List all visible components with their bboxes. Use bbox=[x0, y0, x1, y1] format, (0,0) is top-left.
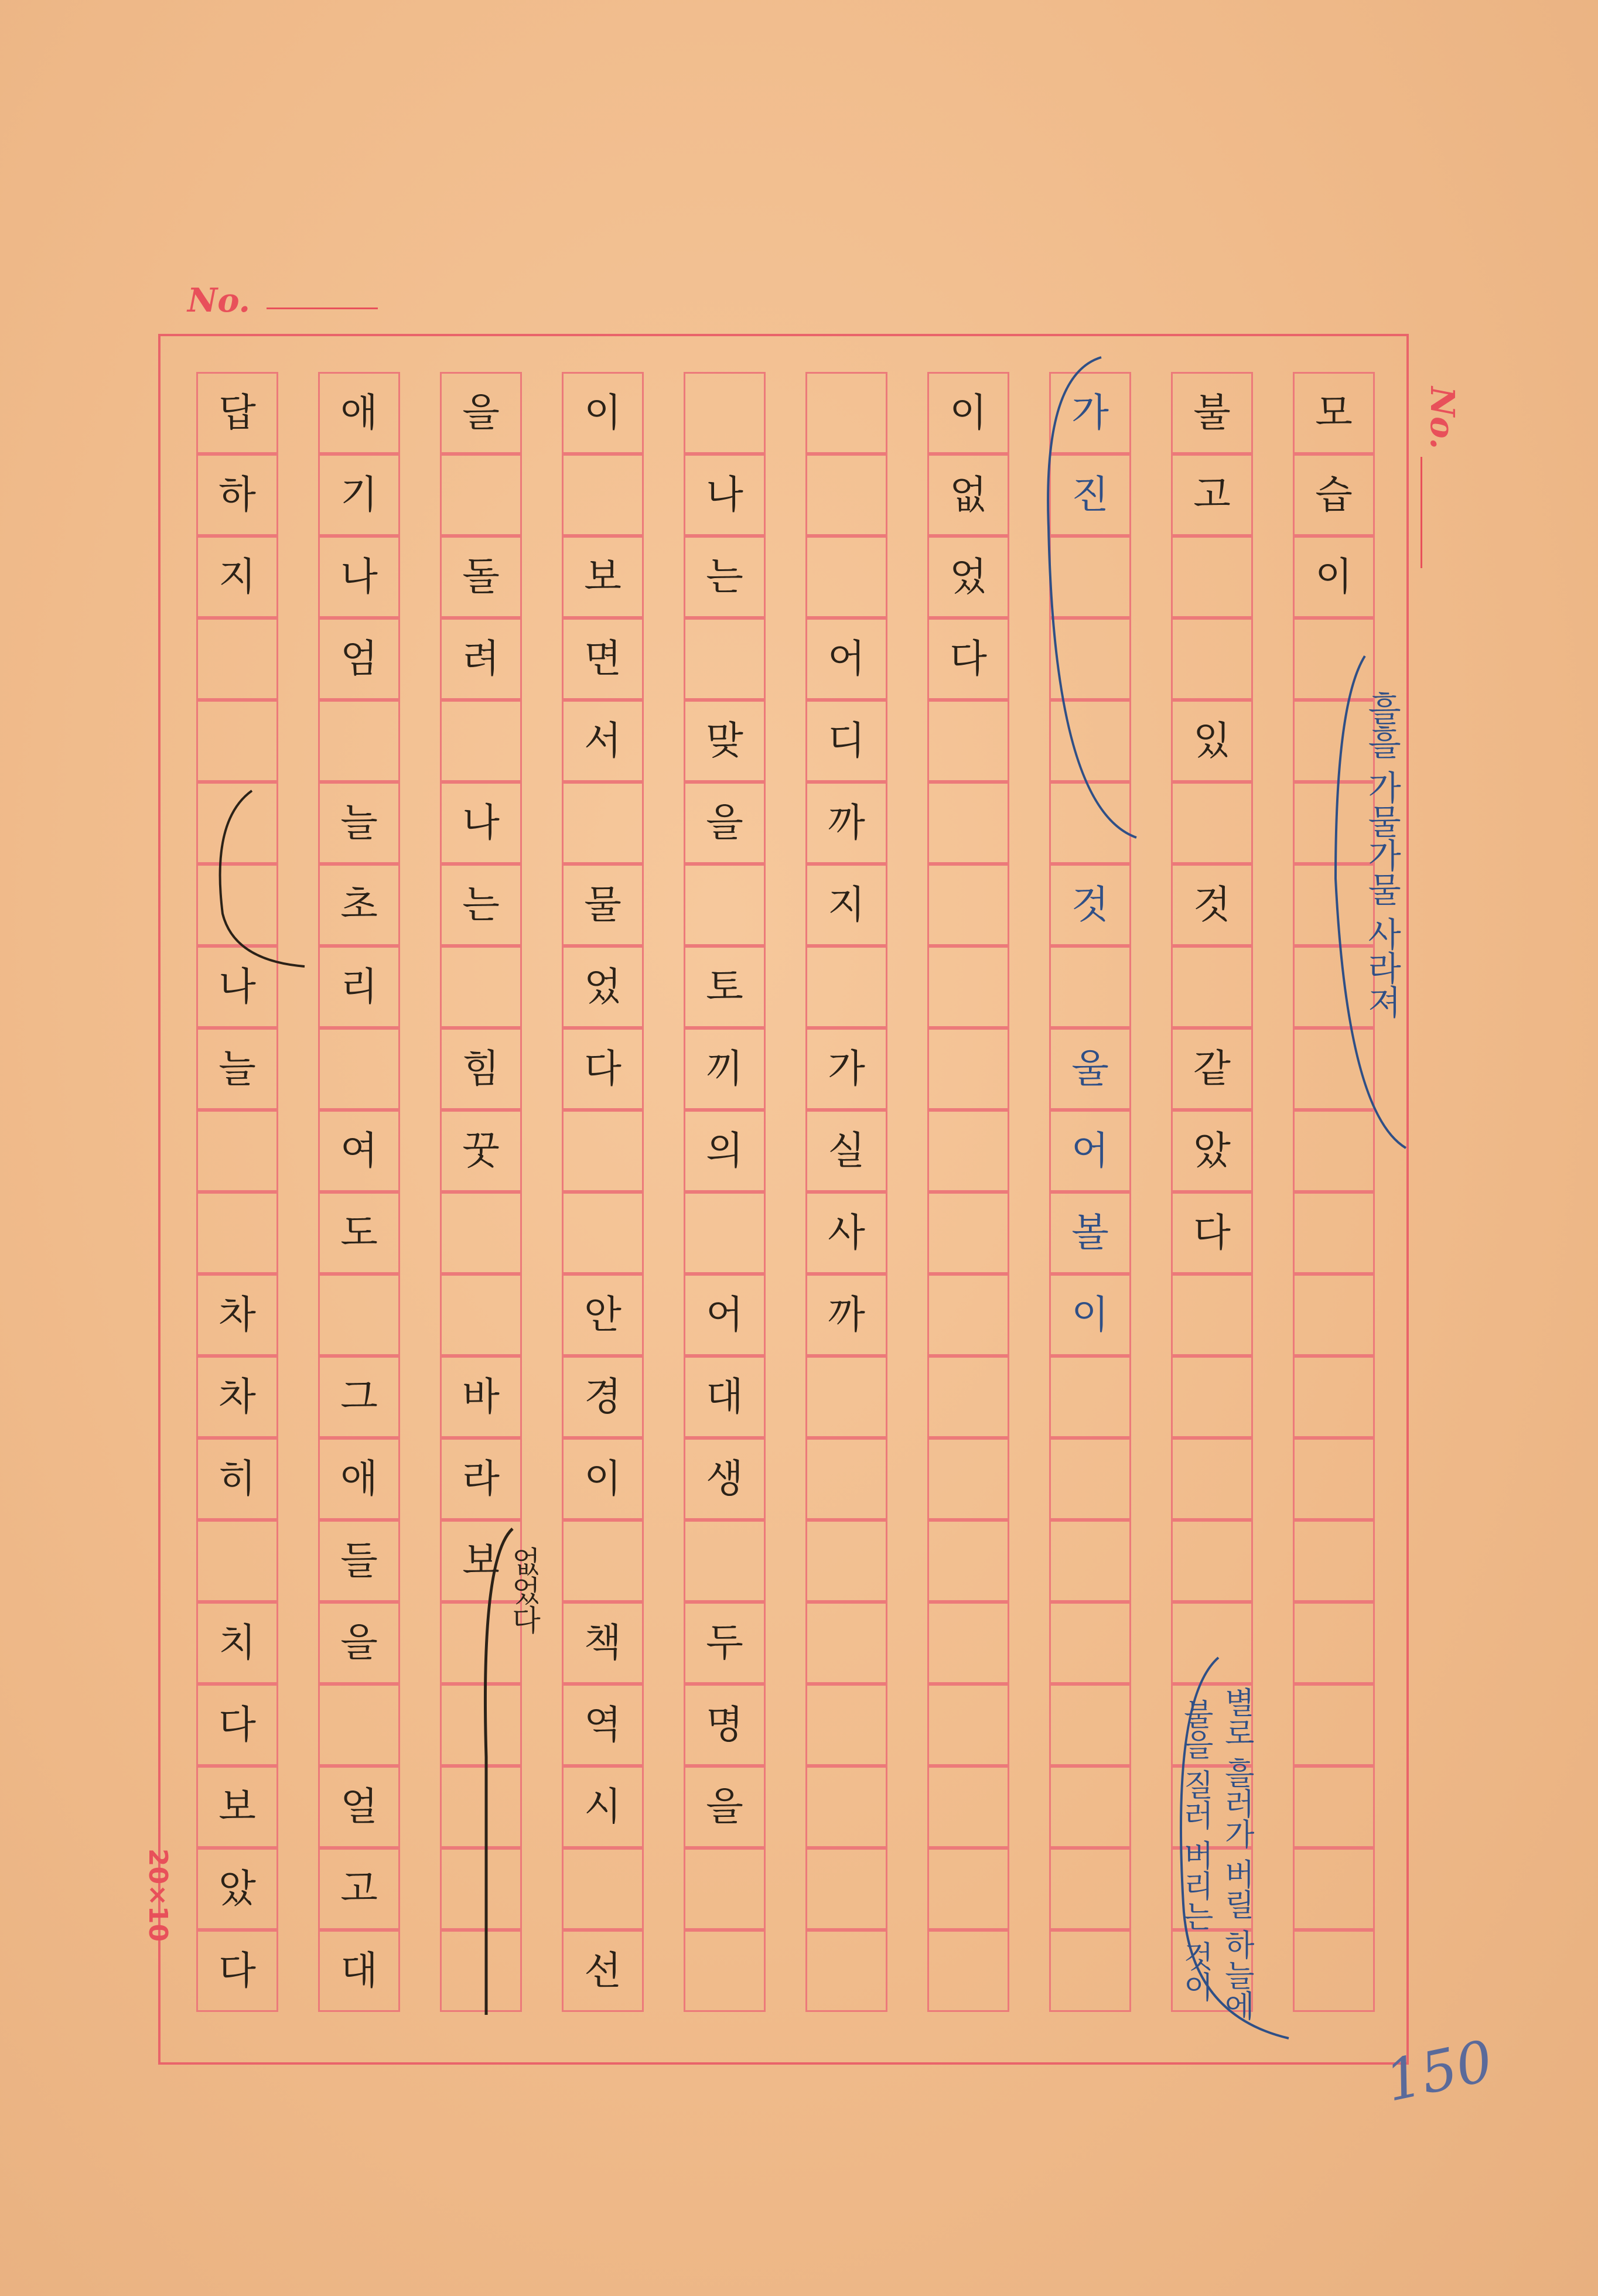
manuscript-character: 엄 bbox=[340, 636, 378, 681]
manuscript-character: 모 bbox=[1315, 390, 1353, 435]
manuscript-character bbox=[927, 782, 1009, 864]
manuscript-character: 두 bbox=[706, 1620, 743, 1665]
manuscript-character bbox=[1293, 1438, 1375, 1520]
grid-size-label: 20×10 bbox=[143, 1848, 173, 1942]
manuscript-character bbox=[684, 1192, 766, 1274]
manuscript-character bbox=[196, 618, 278, 700]
manuscript-character bbox=[1171, 1356, 1253, 1438]
manuscript-character bbox=[805, 536, 887, 618]
manuscript-character: 어 bbox=[706, 1292, 743, 1337]
manuscript-character: 역 bbox=[584, 1702, 622, 1747]
manuscript-character bbox=[440, 1930, 522, 2012]
manuscript-character: 는 bbox=[706, 554, 743, 599]
manuscript-character bbox=[440, 454, 522, 536]
manuscript-character bbox=[1293, 1274, 1375, 1356]
manuscript-character bbox=[1049, 1356, 1131, 1438]
manuscript-character bbox=[1171, 1438, 1253, 1520]
manuscript-character: 경 bbox=[584, 1374, 622, 1419]
manuscript-character: 서 bbox=[584, 718, 622, 763]
manuscript-character bbox=[805, 372, 887, 454]
manuscript-character: 차 bbox=[218, 1292, 256, 1337]
manuscript-character: 안 bbox=[584, 1292, 622, 1337]
manuscript-character bbox=[805, 1848, 887, 1930]
manuscript-character: 명 bbox=[706, 1702, 743, 1747]
number-line-right bbox=[1421, 457, 1422, 568]
manuscript-character bbox=[440, 1192, 522, 1274]
manuscript-character: 고 bbox=[1193, 472, 1231, 517]
manuscript-character: 선 bbox=[584, 1948, 622, 1993]
manuscript-character bbox=[1293, 618, 1375, 700]
manuscript-character: 다 bbox=[218, 1948, 256, 1993]
manuscript-character bbox=[1171, 1274, 1253, 1356]
grid-column bbox=[805, 372, 887, 2021]
manuscript-character: 히 bbox=[218, 1456, 256, 1501]
manuscript-character bbox=[318, 1028, 400, 1110]
manuscript-character bbox=[684, 372, 766, 454]
manuscript-character: 는 bbox=[462, 882, 500, 927]
manuscript-character bbox=[318, 1274, 400, 1356]
manuscript-character bbox=[562, 454, 644, 536]
manuscript-character: 어 bbox=[1071, 1128, 1109, 1173]
manuscript-character: 이 bbox=[950, 390, 987, 435]
manuscript-character bbox=[562, 1192, 644, 1274]
manuscript-character bbox=[927, 1274, 1009, 1356]
manuscript-character: 여 bbox=[340, 1128, 378, 1173]
manuscript-character bbox=[1171, 782, 1253, 864]
manuscript-character bbox=[805, 1766, 887, 1848]
manuscript-character bbox=[805, 1602, 887, 1684]
manuscript-character bbox=[562, 1110, 644, 1192]
manuscript-character: 어 bbox=[828, 636, 865, 681]
manuscript-character bbox=[196, 1192, 278, 1274]
manuscript-character: 답 bbox=[218, 390, 256, 435]
manuscript-character: 고 bbox=[340, 1866, 378, 1911]
manuscript-character: 이 bbox=[584, 390, 622, 435]
manuscript-character: 것 bbox=[1193, 882, 1231, 927]
manuscript-character: 시 bbox=[584, 1784, 622, 1829]
manuscript-character: 지 bbox=[828, 882, 865, 927]
grid-column bbox=[684, 372, 766, 2021]
manuscript-character bbox=[1049, 618, 1131, 700]
manuscript-character bbox=[1049, 536, 1131, 618]
manuscript-character bbox=[1049, 1848, 1131, 1930]
manuscript-character: 을 bbox=[706, 800, 743, 845]
manuscript-character: 까 bbox=[828, 1292, 865, 1337]
manuscript-character bbox=[1049, 1438, 1131, 1520]
manuscript-character bbox=[805, 946, 887, 1028]
manuscript-character bbox=[805, 1356, 887, 1438]
manuscript-character: 을 bbox=[340, 1620, 378, 1665]
manuscript-character bbox=[927, 1028, 1009, 1110]
manuscript-character: 맞 bbox=[706, 718, 743, 763]
manuscript-character: 울 bbox=[1071, 1046, 1109, 1091]
manuscript-character bbox=[440, 1766, 522, 1848]
manuscript-character: 리 bbox=[340, 964, 378, 1009]
manuscript-character: 았 bbox=[218, 1866, 256, 1911]
manuscript-character bbox=[805, 1930, 887, 2012]
manuscript-character: 늘 bbox=[340, 800, 378, 845]
manuscript-character: 돌 bbox=[462, 554, 500, 599]
manuscript-character bbox=[927, 700, 1009, 782]
manuscript-character bbox=[196, 700, 278, 782]
manuscript-character bbox=[440, 700, 522, 782]
manuscript-character bbox=[927, 1438, 1009, 1520]
manuscript-character: 나 bbox=[218, 964, 256, 1009]
manuscript-character bbox=[1293, 1520, 1375, 1602]
manuscript-character bbox=[684, 1520, 766, 1602]
number-label-right: No. bbox=[1423, 387, 1462, 450]
number-line-top bbox=[267, 308, 378, 309]
manuscript-character bbox=[196, 1110, 278, 1192]
grid-column bbox=[1049, 372, 1131, 2021]
manuscript-character bbox=[684, 618, 766, 700]
manuscript-character: 지 bbox=[218, 554, 256, 599]
manuscript-character: 다 bbox=[950, 636, 987, 681]
manuscript-character: 이 bbox=[1315, 554, 1353, 599]
grid-column bbox=[318, 372, 400, 2021]
grid-column bbox=[562, 372, 644, 2021]
manuscript-character: 습 bbox=[1315, 472, 1353, 517]
manuscript-character bbox=[318, 700, 400, 782]
manuscript-character bbox=[927, 1602, 1009, 1684]
manuscript-character: 사 bbox=[828, 1210, 865, 1255]
manuscript-character bbox=[1049, 1520, 1131, 1602]
manuscript-character: 대 bbox=[340, 1948, 378, 1993]
manuscript-character bbox=[562, 1520, 644, 1602]
manuscript-character bbox=[196, 864, 278, 946]
grid-column bbox=[927, 372, 1009, 2021]
manuscript-character bbox=[927, 1192, 1009, 1274]
manuscript-character: 까 bbox=[828, 800, 865, 845]
manuscript-character: 차 bbox=[218, 1374, 256, 1419]
manuscript-character bbox=[318, 1684, 400, 1766]
grid-column bbox=[440, 372, 522, 2021]
manuscript-character: 었 bbox=[584, 964, 622, 1009]
right-margin-note: 흘흘 가물가물 사라져 bbox=[1361, 691, 1402, 1019]
manuscript-character: 다 bbox=[584, 1046, 622, 1091]
manuscript-character bbox=[927, 1684, 1009, 1766]
manuscript-character bbox=[440, 1274, 522, 1356]
manuscript-character bbox=[562, 1848, 644, 1930]
manuscript-character bbox=[1293, 1766, 1375, 1848]
page-number: 150 bbox=[1380, 2028, 1498, 2114]
manuscript-character: 보 bbox=[584, 554, 622, 599]
manuscript-character: 기 bbox=[340, 472, 378, 517]
manuscript-character bbox=[805, 1520, 887, 1602]
manuscript-character bbox=[1049, 782, 1131, 864]
manuscript-character bbox=[927, 864, 1009, 946]
manuscript-character: 나 bbox=[462, 800, 500, 845]
manuscript-character: 보 bbox=[462, 1538, 500, 1583]
manuscript-character bbox=[1293, 1110, 1375, 1192]
manuscript-character: 볼 bbox=[1071, 1210, 1109, 1255]
manuscript-character bbox=[1049, 1602, 1131, 1684]
manuscript-character bbox=[1049, 946, 1131, 1028]
manuscript-character bbox=[1293, 1684, 1375, 1766]
manuscript-character bbox=[1171, 946, 1253, 1028]
left-column-note: 없었다 bbox=[507, 1546, 541, 1634]
manuscript-character bbox=[1049, 700, 1131, 782]
manuscript-character: 의 bbox=[706, 1128, 743, 1173]
manuscript-character: 애 bbox=[340, 1456, 378, 1501]
manuscript-character: 려 bbox=[462, 636, 500, 681]
manuscript-character: 같 bbox=[1193, 1046, 1231, 1091]
manuscript-character: 다 bbox=[218, 1702, 256, 1747]
manuscript-character bbox=[684, 864, 766, 946]
manuscript-character bbox=[196, 1520, 278, 1602]
manuscript-character: 이 bbox=[584, 1456, 622, 1501]
manuscript-character: 다 bbox=[1193, 1210, 1231, 1255]
manuscript-character bbox=[684, 1848, 766, 1930]
manuscript-character: 았 bbox=[1193, 1128, 1231, 1173]
manuscript-character: 디 bbox=[828, 718, 865, 763]
bottom-note-b: 별로 흘러가 버릴 하늘에 bbox=[1218, 1687, 1254, 2021]
manuscript-character: 라 bbox=[462, 1456, 500, 1501]
manuscript-character: 실 bbox=[828, 1128, 865, 1173]
manuscript-character bbox=[1293, 1356, 1375, 1438]
manuscript-character bbox=[927, 1848, 1009, 1930]
manuscript-character: 었 bbox=[950, 554, 987, 599]
manuscript-character: 책 bbox=[584, 1620, 622, 1665]
manuscript-character: 얼 bbox=[340, 1784, 378, 1829]
manuscript-character: 없 bbox=[950, 472, 987, 517]
manuscript-character bbox=[1171, 1602, 1253, 1684]
bottom-note-a: 불을 질러 버리는 것이 bbox=[1177, 1699, 1213, 2002]
manuscript-character: 하 bbox=[218, 472, 256, 517]
grid-column bbox=[196, 372, 278, 2021]
manuscript-character bbox=[440, 1684, 522, 1766]
manuscript-character: 을 bbox=[706, 1784, 743, 1829]
manuscript-character: 나 bbox=[340, 554, 378, 599]
manuscript-character: 애 bbox=[340, 390, 378, 435]
manuscript-character: 초 bbox=[340, 882, 378, 927]
manuscript-character bbox=[927, 946, 1009, 1028]
manuscript-character bbox=[1049, 1684, 1131, 1766]
manuscript-character bbox=[1049, 1766, 1131, 1848]
manuscript-character bbox=[1171, 618, 1253, 700]
manuscript-character: 것 bbox=[1071, 882, 1109, 927]
manuscript-character bbox=[927, 1110, 1009, 1192]
manuscript-character: 들 bbox=[340, 1538, 378, 1583]
manuscript-character: 끼 bbox=[706, 1046, 743, 1091]
manuscript-character bbox=[1293, 1192, 1375, 1274]
manuscript-character bbox=[196, 782, 278, 864]
manuscript-character: 치 bbox=[218, 1620, 256, 1665]
manuscript-character bbox=[927, 1930, 1009, 2012]
manuscript-character: 진 bbox=[1071, 472, 1109, 517]
manuscript-character: 그 bbox=[340, 1374, 378, 1419]
manuscript-character bbox=[562, 782, 644, 864]
manuscript-character bbox=[1293, 1930, 1375, 2012]
manuscript-character bbox=[805, 1438, 887, 1520]
manuscript-character: 바 bbox=[462, 1374, 500, 1419]
manuscript-character: 도 bbox=[340, 1210, 378, 1255]
manuscript-character: 생 bbox=[706, 1456, 743, 1501]
manuscript-character: 면 bbox=[584, 636, 622, 681]
manuscript-character: 토 bbox=[706, 964, 743, 1009]
manuscript-character: 이 bbox=[1071, 1292, 1109, 1337]
manuscript-character bbox=[1293, 1602, 1375, 1684]
manuscript-character bbox=[805, 454, 887, 536]
manuscript-character: 보 bbox=[218, 1784, 256, 1829]
number-label-top: No. bbox=[187, 281, 251, 320]
manuscript-character: 늘 bbox=[218, 1046, 256, 1091]
manuscript-character bbox=[440, 1848, 522, 1930]
manuscript-character bbox=[927, 1356, 1009, 1438]
manuscript-character: 을 bbox=[462, 390, 500, 435]
manuscript-character: 대 bbox=[706, 1374, 743, 1419]
manuscript-character: 힘 bbox=[462, 1046, 500, 1091]
manuscript-character bbox=[440, 946, 522, 1028]
manuscript-character: 불 bbox=[1193, 390, 1231, 435]
manuscript-character: 가 bbox=[1071, 390, 1109, 435]
manuscript-character bbox=[927, 1520, 1009, 1602]
manuscript-character bbox=[1171, 1520, 1253, 1602]
manuscript-character bbox=[1293, 1028, 1375, 1110]
manuscript-character: 물 bbox=[584, 882, 622, 927]
manuscript-character bbox=[927, 1766, 1009, 1848]
manuscript-character bbox=[684, 1930, 766, 2012]
manuscript-character: 있 bbox=[1193, 718, 1231, 763]
manuscript-character: 가 bbox=[828, 1046, 865, 1091]
manuscript-character bbox=[805, 1684, 887, 1766]
manuscript-character bbox=[1293, 1848, 1375, 1930]
manuscript-character bbox=[1049, 1930, 1131, 2012]
manuscript-character: 나 bbox=[706, 472, 743, 517]
manuscript-character bbox=[1171, 536, 1253, 618]
manuscript-character: 꿋 bbox=[462, 1128, 500, 1173]
grid-column bbox=[1293, 372, 1375, 2021]
